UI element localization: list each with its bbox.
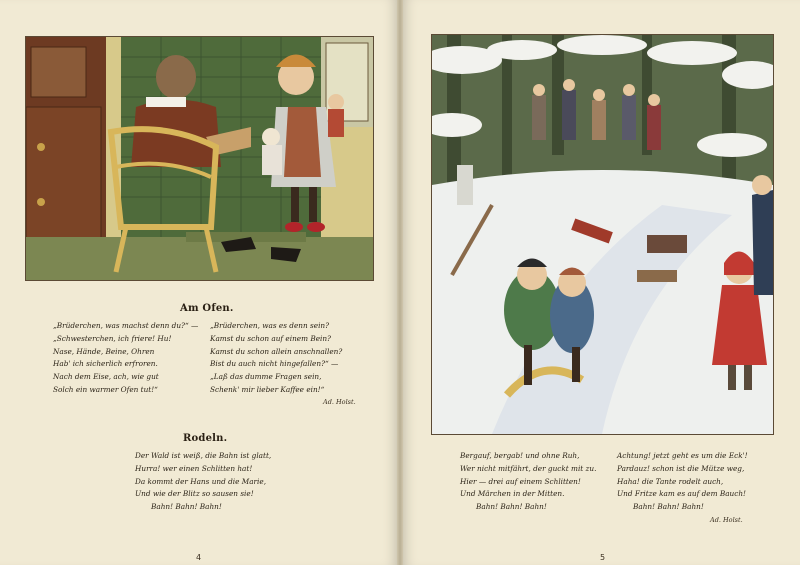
verse-line: „Schwesterchen, ich friere! Hu!: [53, 333, 172, 343]
poem-am-ofen-col2: [210, 320, 342, 397]
verse-line: Achtung! jetzt geht es um die Eck'!: [617, 451, 748, 460]
page-number: 5: [600, 553, 606, 562]
verse-line: Der Wald ist weiß, die Bahn ist glatt,: [135, 451, 272, 460]
poem-title-am-ofen: Am Ofen.: [180, 303, 234, 314]
verse-line: Schenk' mir lieber Kaffee ein!“: [210, 384, 325, 394]
poem-am-ofen-col1: [53, 320, 198, 397]
verse-line: Hier — drei auf einem Schlitten!: [460, 476, 581, 486]
verse-line: Bahn! Bahn! Bahn!: [633, 502, 704, 512]
verse-line: Haha! die Tante rodelt auch,: [617, 476, 724, 486]
verse-line: Bergauf, bergab! und ohne Ruh,: [460, 451, 580, 460]
verse-line: „Laß das dumme Fragen sein,: [210, 372, 322, 382]
poem-title-rodeln: Rodeln.: [183, 433, 228, 444]
sledding-illustration: [431, 34, 774, 435]
verse-line: Solch ein warmer Ofen tut!“: [53, 384, 158, 394]
verse-line: Nase, Hände, Beine, Ohren: [53, 346, 155, 356]
verse-line: Pardauz! schon ist die Mütze weg,: [617, 463, 745, 473]
verse-line: Bist du auch nicht hingefallen?“ —: [210, 359, 339, 369]
left-page: [0, 0, 397, 565]
page-number: 4: [196, 553, 202, 562]
poem-rodeln-part1: [135, 450, 271, 514]
verse-line: Und Märchen in der Mitten.: [460, 489, 565, 499]
verse-line: Da kommt der Hans und die Marie,: [135, 476, 267, 486]
verse-line: Bahn! Bahn! Bahn!: [151, 502, 222, 512]
verse-line: Kamst du schon allein anschnallen?: [210, 346, 343, 356]
verse-line: Kamst du schon auf einem Bein?: [210, 333, 331, 343]
poem-rodeln-part2-col2: [617, 450, 748, 514]
verse-line: „Brüderchen, was es denn sein?: [210, 321, 330, 330]
author-signature: Ad. Holst.: [323, 398, 356, 406]
verse-line: Hurra! wer einen Schlitten hat!: [135, 463, 253, 473]
stove-illustration: [25, 36, 374, 281]
verse-line: Und wie der Blitz so sausen sie!: [135, 489, 254, 499]
author-signature: Ad. Holst.: [710, 516, 743, 524]
verse-line: Hab' ich sicherlich erfroren.: [53, 359, 158, 369]
verse-line: Nach dem Eise, ach, wie gut: [53, 372, 159, 382]
verse-line: Bahn! Bahn! Bahn!: [476, 502, 547, 512]
verse-line: Wer nicht mitfährt, der guckt mit zu.: [460, 463, 597, 473]
poem-rodeln-part2-col1: [460, 450, 596, 514]
verse-line: „Brüderchen, was machst denn du?“ —: [53, 321, 199, 330]
verse-line: Und Fritze kam es auf dem Bauch!: [617, 489, 746, 499]
right-page: [403, 0, 800, 565]
